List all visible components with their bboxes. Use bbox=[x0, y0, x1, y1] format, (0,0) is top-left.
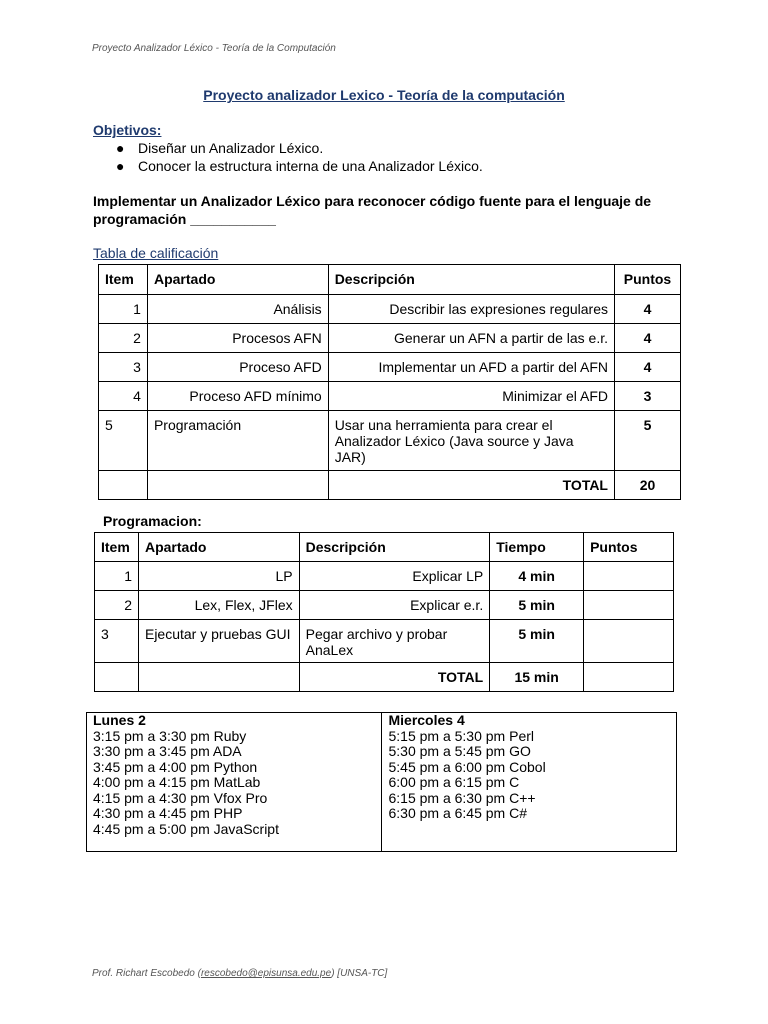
table-cell bbox=[95, 663, 139, 692]
schedule-slot: 3:15 pm a 3:30 pm Ruby bbox=[93, 727, 247, 744]
column-header: Item bbox=[95, 533, 139, 562]
schedule-slot: 5:45 pm a 6:00 pm Cobol bbox=[388, 758, 546, 775]
table-cell: 3 bbox=[99, 353, 148, 382]
column-header: Apartado bbox=[138, 533, 299, 562]
table-cell: Proceso AFD bbox=[147, 353, 328, 382]
column-header: Item bbox=[99, 265, 148, 295]
table-cell: Programación bbox=[147, 411, 328, 471]
table-cell: 2 bbox=[99, 324, 148, 353]
table-row bbox=[99, 353, 681, 382]
schedule-slot: 4:15 pm a 4:30 pm Vfox Pro bbox=[93, 789, 268, 806]
column-header: Puntos bbox=[615, 265, 681, 295]
table-row bbox=[95, 591, 674, 620]
schedule-day-heading: Lunes 2 bbox=[93, 712, 146, 728]
table-cell: Lex, Flex, JFlex bbox=[138, 591, 299, 620]
grading-table-heading: Tabla de calificación bbox=[93, 245, 219, 261]
table-cell: 4 min bbox=[490, 562, 584, 591]
table-cell bbox=[584, 663, 674, 692]
column-header: Apartado bbox=[147, 265, 328, 295]
table-cell: 5 bbox=[99, 411, 148, 471]
table-cell: Proceso AFD mínimo bbox=[147, 382, 328, 411]
total-value: 20 bbox=[615, 471, 681, 500]
bullet-icon: ● bbox=[116, 158, 125, 174]
programming-heading: Programacion: bbox=[103, 513, 202, 529]
column-header: Descripción bbox=[328, 265, 614, 295]
table-cell bbox=[584, 591, 674, 620]
table-cell: 4 bbox=[99, 382, 148, 411]
table-cell: Usar una herramienta para crear el Analizador Léxico (Java source y Java JAR) bbox=[328, 411, 614, 471]
table-row bbox=[95, 620, 674, 663]
table-cell bbox=[138, 663, 299, 692]
table-cell: 1 bbox=[99, 295, 148, 324]
table-cell: 4 bbox=[615, 353, 681, 382]
column-header: Descripción bbox=[299, 533, 490, 562]
footer-author: Prof. Richart Escobedo ( bbox=[92, 968, 201, 979]
column-header: Puntos bbox=[584, 533, 674, 562]
table-cell: 4 bbox=[615, 295, 681, 324]
table-cell: 5 min bbox=[490, 591, 584, 620]
schedule-slot: 6:30 pm a 6:45 pm C# bbox=[388, 805, 528, 821]
table-cell bbox=[99, 471, 148, 500]
table-row bbox=[99, 324, 681, 353]
table-cell: Generar un AFN a partir de las e.r. bbox=[328, 324, 614, 353]
schedule-slot: 4:45 pm a 5:00 pm JavaScript bbox=[93, 820, 279, 837]
table-row bbox=[99, 411, 681, 471]
schedule-table bbox=[86, 712, 677, 852]
total-label: TOTAL bbox=[299, 663, 490, 692]
document-title: Proyecto analizador Lexico - Teoría de la computación bbox=[203, 87, 565, 103]
table-cell: Minimizar el AFD bbox=[328, 382, 614, 411]
table-row bbox=[95, 562, 674, 591]
total-row bbox=[95, 663, 674, 692]
objective-item: ● Diseñar un Analizador Léxico. bbox=[116, 140, 324, 156]
schedule-row bbox=[87, 713, 677, 852]
programming-table bbox=[94, 532, 674, 692]
table-cell bbox=[584, 562, 674, 591]
implement-statement: Implementar un Analizador Léxico para reconocer código fuente para el lenguaje de programación ___________ bbox=[93, 193, 652, 227]
total-value: 15 min bbox=[490, 663, 584, 692]
table-row bbox=[99, 295, 681, 324]
footer-suffix: ) [UNSA-TC] bbox=[331, 968, 388, 979]
table-cell: Explicar e.r. bbox=[299, 591, 490, 620]
schedule-slot: 5:15 pm a 5:30 pm Perl bbox=[388, 727, 535, 744]
table-cell bbox=[147, 471, 328, 500]
table-cell: Explicar LP bbox=[299, 562, 490, 591]
grading-table bbox=[98, 264, 681, 500]
table-header-row bbox=[95, 533, 674, 562]
table-cell: 1 bbox=[95, 562, 139, 591]
table-cell: 5 min bbox=[490, 620, 584, 663]
table-cell: 3 bbox=[615, 382, 681, 411]
schedule-slot: 6:00 pm a 6:15 pm C bbox=[388, 774, 520, 790]
column-header: Tiempo bbox=[490, 533, 584, 562]
table-cell: Implementar un AFD a partir del AFN bbox=[328, 353, 614, 382]
schedule-slot: 3:45 pm a 4:00 pm Python bbox=[93, 758, 258, 775]
schedule-wednesday bbox=[382, 713, 677, 852]
schedule-slot: 4:30 pm a 4:45 pm PHP bbox=[93, 805, 243, 821]
bullet-icon: ● bbox=[116, 140, 125, 156]
table-cell: 4 bbox=[615, 324, 681, 353]
table-cell: 2 bbox=[95, 591, 139, 620]
table-cell: 5 bbox=[615, 411, 681, 471]
objective-item: ● Conocer la estructura interna de una Analizador Léxico. bbox=[116, 158, 483, 174]
schedule-day-heading: Miercoles 4 bbox=[388, 712, 465, 728]
schedule-slot: 5:30 pm a 5:45 pm GO bbox=[388, 743, 531, 759]
schedule-slot: 4:00 pm a 4:15 pm MatLab bbox=[93, 774, 261, 790]
total-row bbox=[99, 471, 681, 500]
table-cell: Análisis bbox=[147, 295, 328, 324]
objectives-heading: Objetivos: bbox=[93, 122, 162, 138]
table-cell: Describir las expresiones regulares bbox=[328, 295, 614, 324]
table-cell: Ejecutar y pruebas GUI bbox=[138, 620, 299, 663]
total-label: TOTAL bbox=[328, 471, 614, 500]
table-cell: 3 bbox=[95, 620, 139, 663]
table-cell: LP bbox=[138, 562, 299, 591]
footer-email-link[interactable]: rescobedo@episunsa.edu.pe bbox=[200, 968, 332, 979]
schedule-monday bbox=[87, 713, 382, 852]
schedule-slot: 3:30 pm a 3:45 pm ADA bbox=[93, 743, 242, 759]
table-cell: Pegar archivo y probar AnaLex bbox=[299, 620, 490, 663]
table-row bbox=[99, 382, 681, 411]
page-header: Proyecto Analizador Léxico - Teoría de la Computación bbox=[92, 43, 336, 54]
table-header-row bbox=[99, 265, 681, 295]
table-cell: Procesos AFN bbox=[147, 324, 328, 353]
page-footer bbox=[92, 968, 387, 979]
schedule-slot: 6:15 pm a 6:30 pm C++ bbox=[388, 789, 536, 806]
table-cell bbox=[584, 620, 674, 663]
